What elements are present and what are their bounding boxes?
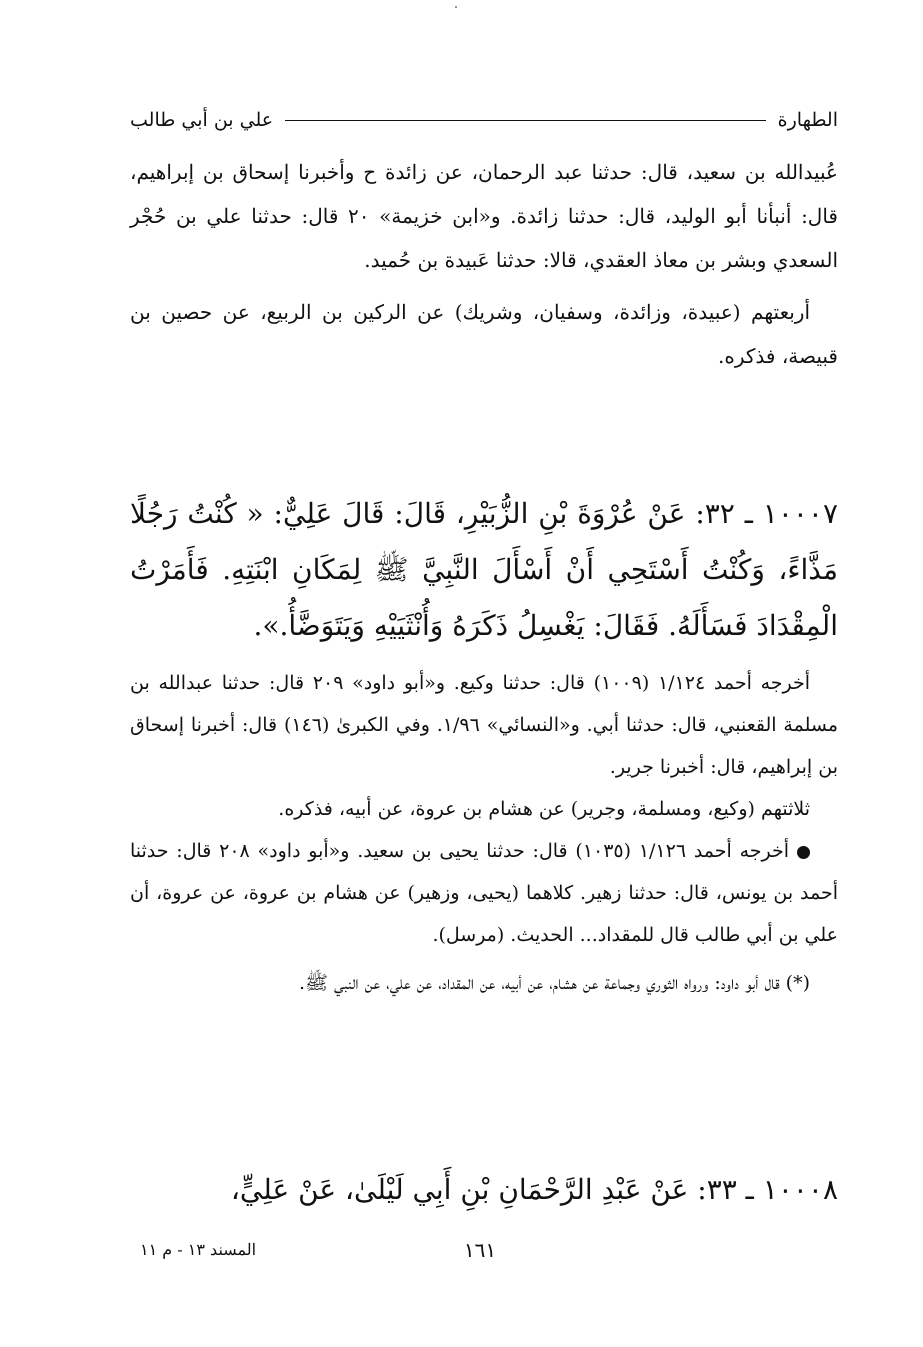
running-header (130, 100, 838, 140)
section-title: علي بن أبي طالب (130, 109, 274, 131)
takhrij-paragraph-1: أخرجه أحمد ١/١٢٤ (١٠٠٩) قال: حدثنا وكيع. و«أبو داود» ٢٠٩ قال: حدثنا عبدالله بن مسلمة القعنبي، قال: حدثنا أبي. و«النسائي» ١/٩٦. وفي الكبرىٰ (١٤٦) قال: أخبرنا إسحاق بن إبراهيم، قال: أخبرنا جرير. (130, 672, 838, 778)
takhrij-paragraph-4: (*) قال أبو داود: ورواه الثوري وجماعة عن هشام، عن أبيه، عن المقداد، عن علي، عن النبي ﷺ. (299, 972, 810, 994)
intro-section (130, 150, 838, 378)
page-number: ١٦١ (463, 1238, 497, 1262)
intro-paragraph-2: أربعتهم (عبيدة، وزائدة، وسفيان، وشريك) عن الركين بن الربيع، عن حصين بن قبيصة، فذكره. (130, 300, 838, 368)
hadith-10007 (130, 486, 838, 654)
hadith-10008-text: ١٠٠٠٨ ـ ٣٣: عَنْ عَبْدِ الرَّحْمَانِ بْنِ أَبِي لَيْلَىٰ، عَنْ عَلِيٍّ، (230, 1173, 838, 1206)
takhrij-paragraph-3-text: أخرجه أحمد ١/١٢٦ (١٠٣٥) قال: حدثنا يحيى بن سعيد. و«أبو داود» ٢٠٨ قال: حدثنا أحمد بن يونس، قال: حدثنا زهير. كلاهما (يحيى، وزهير) عن هشام بن عروة، عن عروة، أن علي بن أبي طالب قال للمقداد... الحديث. (مرسل). (130, 840, 838, 946)
intro-paragraph-1: عُبيدالله بن سعيد، قال: حدثنا عبد الرحمان، عن زائدة ح وأخبرنا إسحاق بن إبراهيم، قال: أنبأنا أبو الوليد، قال: حدثنا زائدة. و«ابن خزيمة» ٢٠ قال: حدثنا علي بن حُجْر السعدي وبشر بن معاذ العقدي، قالا: حدثنا عَبيدة بن حُميد. (130, 160, 838, 272)
signature-mark: المسند ١٣ - م ١١ (140, 1240, 257, 1259)
chapter-title: الطهارة (777, 109, 838, 131)
scan-mark (455, 6, 457, 8)
takhrij-section (130, 662, 838, 1004)
hadith-10007-text: ١٠٠٠٧ ـ ٣٢: عَنْ عُرْوَةَ بْنِ الزُّبَيْرِ، قَالَ: قَالَ عَلِيٌّ: « كُنْتُ رَجُلًا مَذَّاءً، وَكُنْتُ أَسْتَحِي أَنْ أَسْأَلَ النَّبِيَّ ﷺ لِمَكَانِ ابْنَتِهِ. فَأَمَرْتُ الْمِقْدَادَ فَسَأَلَهُ. فَقَالَ: يَغْسِلُ ذَكَرَهُ وَأُنْثَيَيْهِ وَيَتَوَضَّأُ.». (130, 497, 838, 642)
hadith-10008 (130, 1162, 838, 1218)
header-rule (285, 120, 766, 121)
takhrij-paragraph-2: ثلاثتهم (وكيع، ومسلمة، وجرير) عن هشام بن عروة، عن أبيه، فذكره. (278, 798, 810, 820)
takhrij-paragraph-3 (130, 830, 838, 956)
bullet-dot (797, 846, 810, 859)
